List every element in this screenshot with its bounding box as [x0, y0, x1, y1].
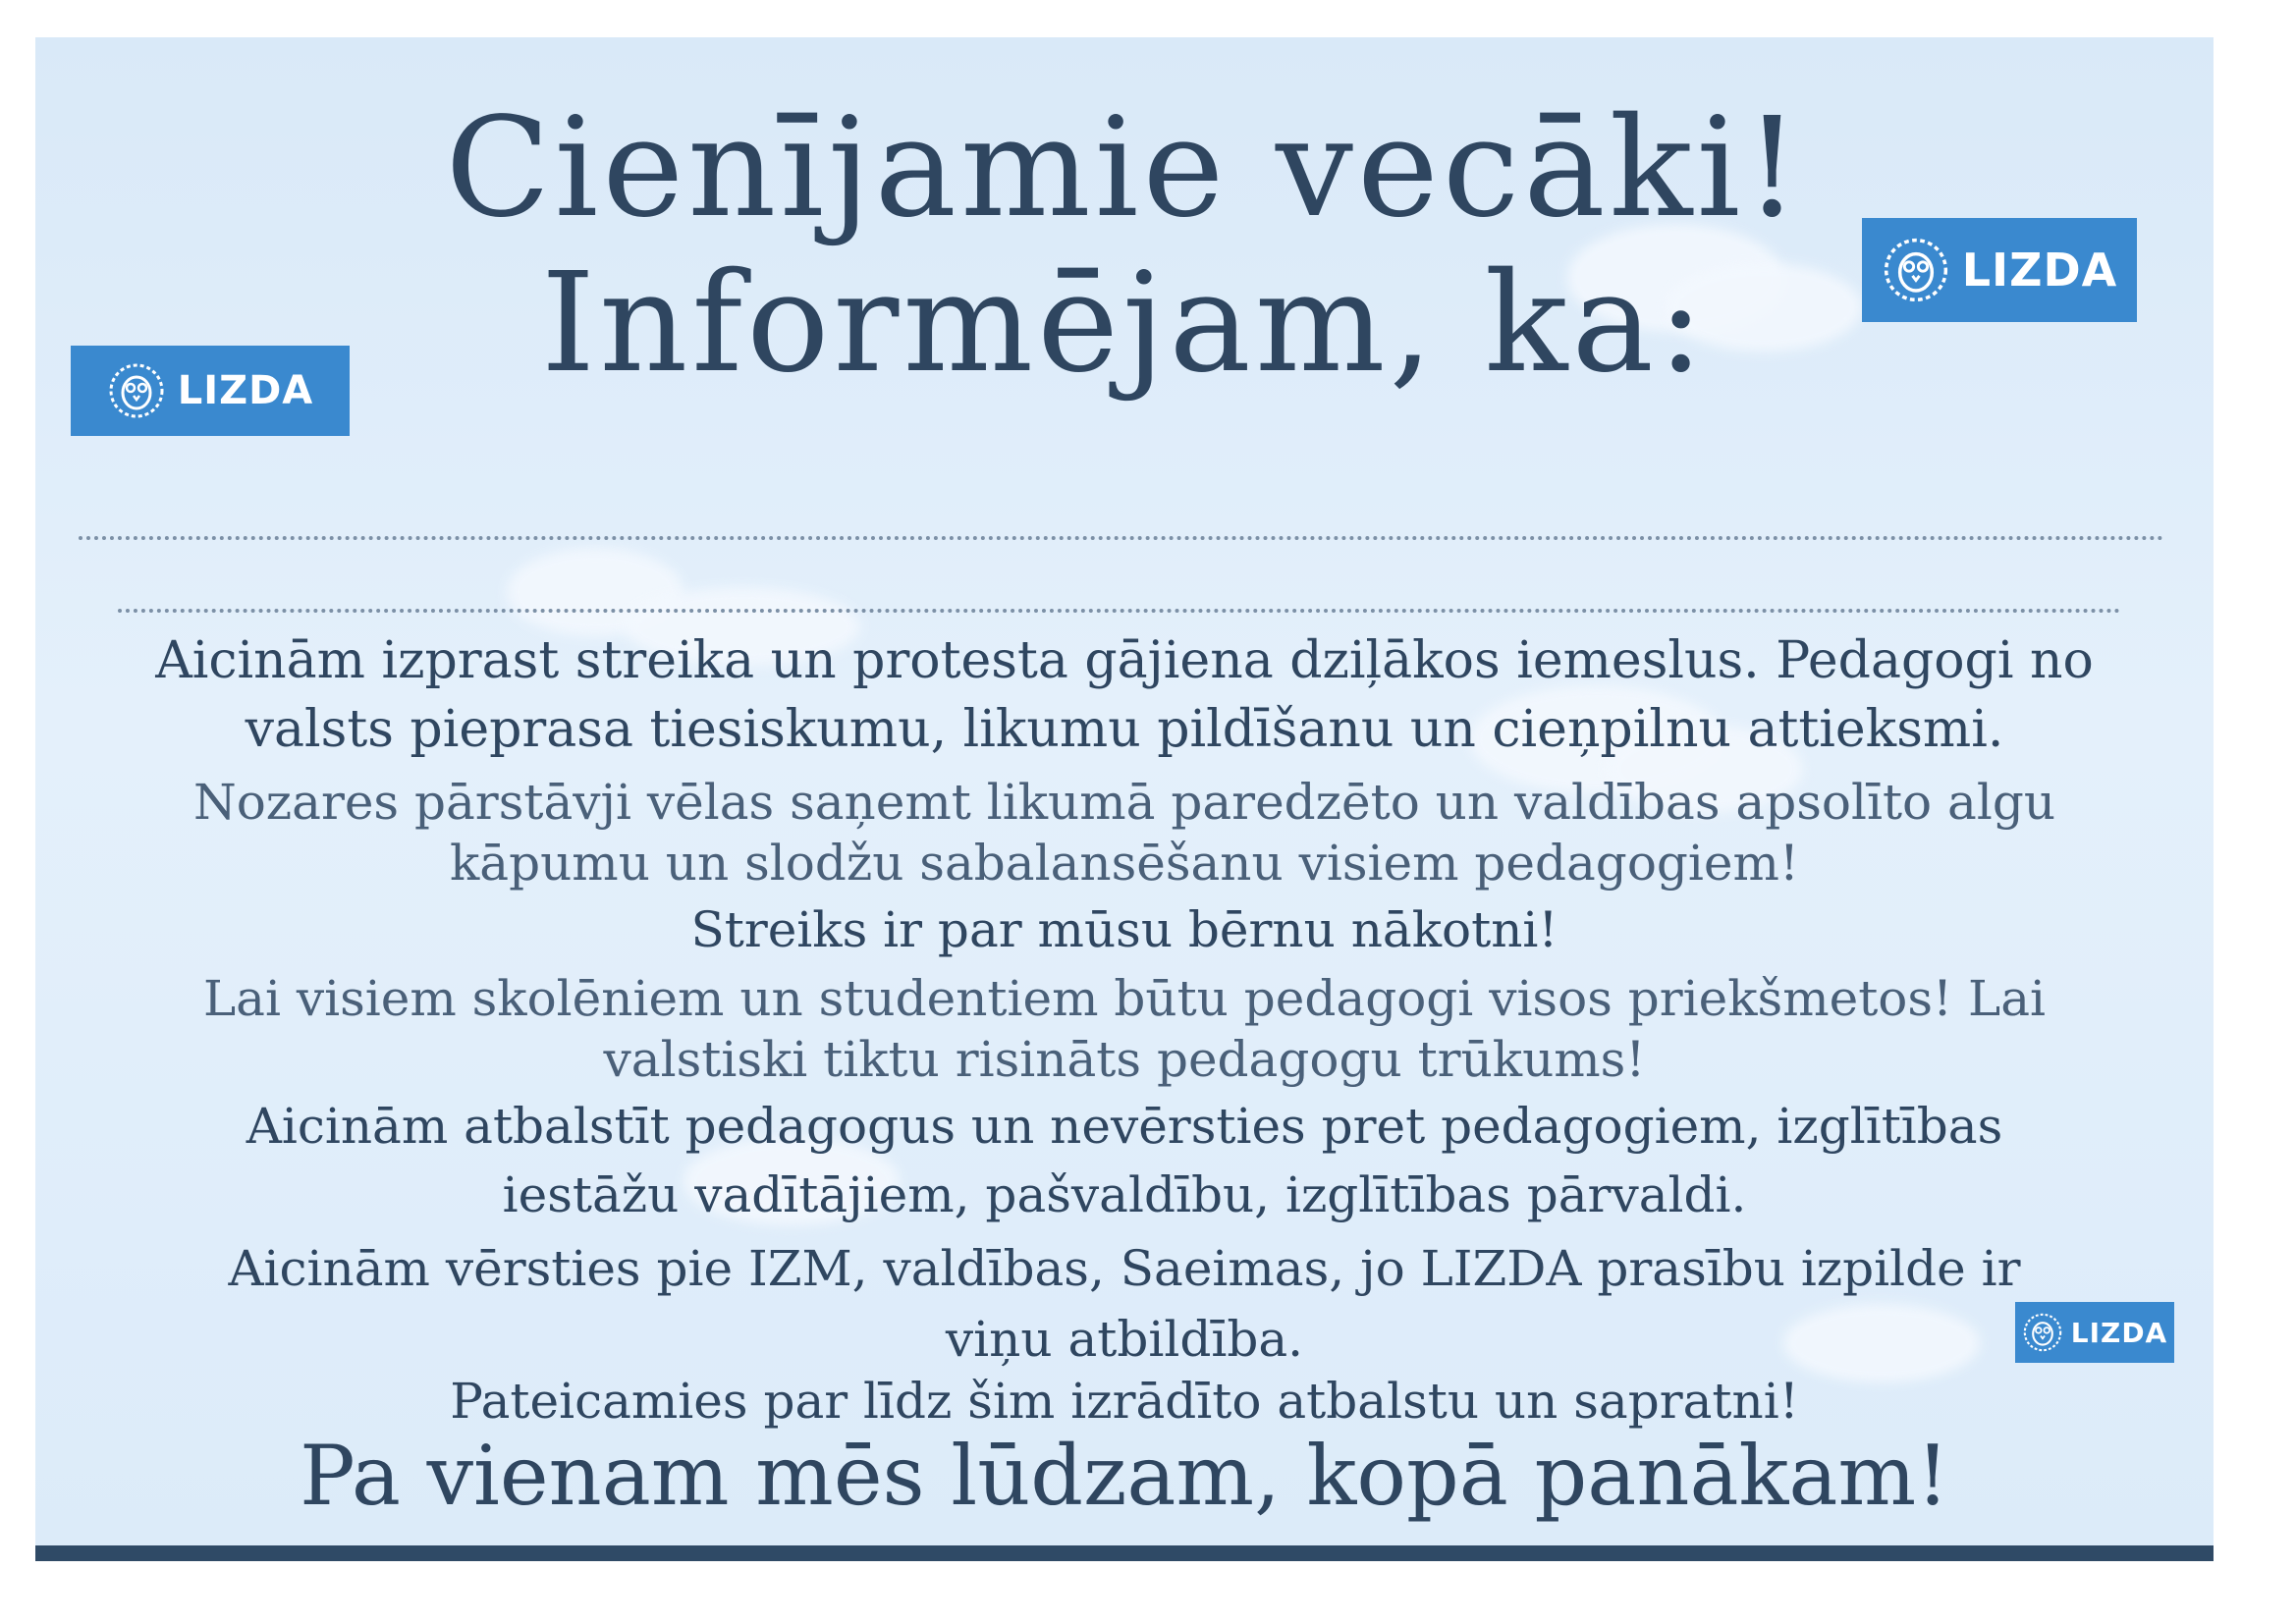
- bottom-bar: [35, 1545, 2214, 1561]
- paragraph-line: valstiski tiktu risināts pedagogu trūkums!: [603, 1031, 1646, 1088]
- paragraph-line: iestāžu vadītājiem, pašvaldību, izglītības pārvaldi.: [502, 1166, 1747, 1223]
- owl-emblem-icon: [107, 361, 166, 420]
- paragraph-future: [35, 899, 2214, 960]
- paragraph-line: Nozares pārstāvji vēlas saņemt likumā paredzēto un valdības apsolīto algu: [192, 774, 2056, 831]
- lizda-logo-right: [1862, 218, 2137, 322]
- paragraph-line: Streiks ir par mūsu bērnu nākotni!: [690, 901, 1558, 958]
- poster: [35, 37, 2214, 1553]
- lizda-logo-left: [71, 346, 350, 436]
- paragraph-line: Lai visiem skolēniem un studentiem būtu pedagogi visos priekšmetos! Lai: [202, 970, 2047, 1027]
- paragraph-thanks: [35, 1371, 2214, 1432]
- paragraph-line: Aicinām izprast streika un protesta gājiena dziļākos iemeslus. Pedagogi no: [155, 631, 2094, 690]
- lizda-logo-text: LIZDA: [1961, 244, 2118, 297]
- title-line-2: Informējam, ka:: [540, 244, 1709, 404]
- lizda-logo-text: LIZDA: [177, 368, 314, 413]
- paragraph-line: valsts pieprasa tiesiskumu, likumu pildīšanu un cieņpilnu attieksmi.: [245, 700, 2004, 759]
- closing-slogan: Pa vienam mēs lūdzam, kopā panākam!: [300, 1428, 1949, 1524]
- owl-emblem-icon: [1882, 236, 1950, 304]
- paragraph-line: Aicinām vērsties pie IZM, valdības, Saeimas, jo LIZDA prasību izpilde ir: [228, 1240, 2021, 1297]
- dotted-line-2: [118, 609, 2121, 613]
- paragraph-line: viņu atbildība.: [945, 1311, 1304, 1368]
- paragraph-reasons: [35, 626, 2214, 764]
- paragraph-salary: [35, 772, 2214, 893]
- title-line-1: Cienījamie vecāki!: [445, 88, 1804, 248]
- paragraph-line: Pateicamies par līdz šim izrādīto atbalstu un sapratni!: [450, 1373, 1799, 1430]
- paragraph-line: Aicinām atbalstīt pedagogus un nevērsties pret pedagogiem, izglītības: [246, 1098, 2003, 1155]
- paragraph-support: [35, 1092, 2214, 1229]
- paragraph-teachers: [35, 968, 2214, 1090]
- paragraph-responsibility: [35, 1233, 2214, 1375]
- dotted-line-1: [79, 536, 2164, 540]
- paragraph-line: kāpumu un slodžu sabalansēšanu visiem pedagogiem!: [449, 835, 1800, 892]
- lizda-logo-text: LIZDA: [2070, 1316, 2168, 1349]
